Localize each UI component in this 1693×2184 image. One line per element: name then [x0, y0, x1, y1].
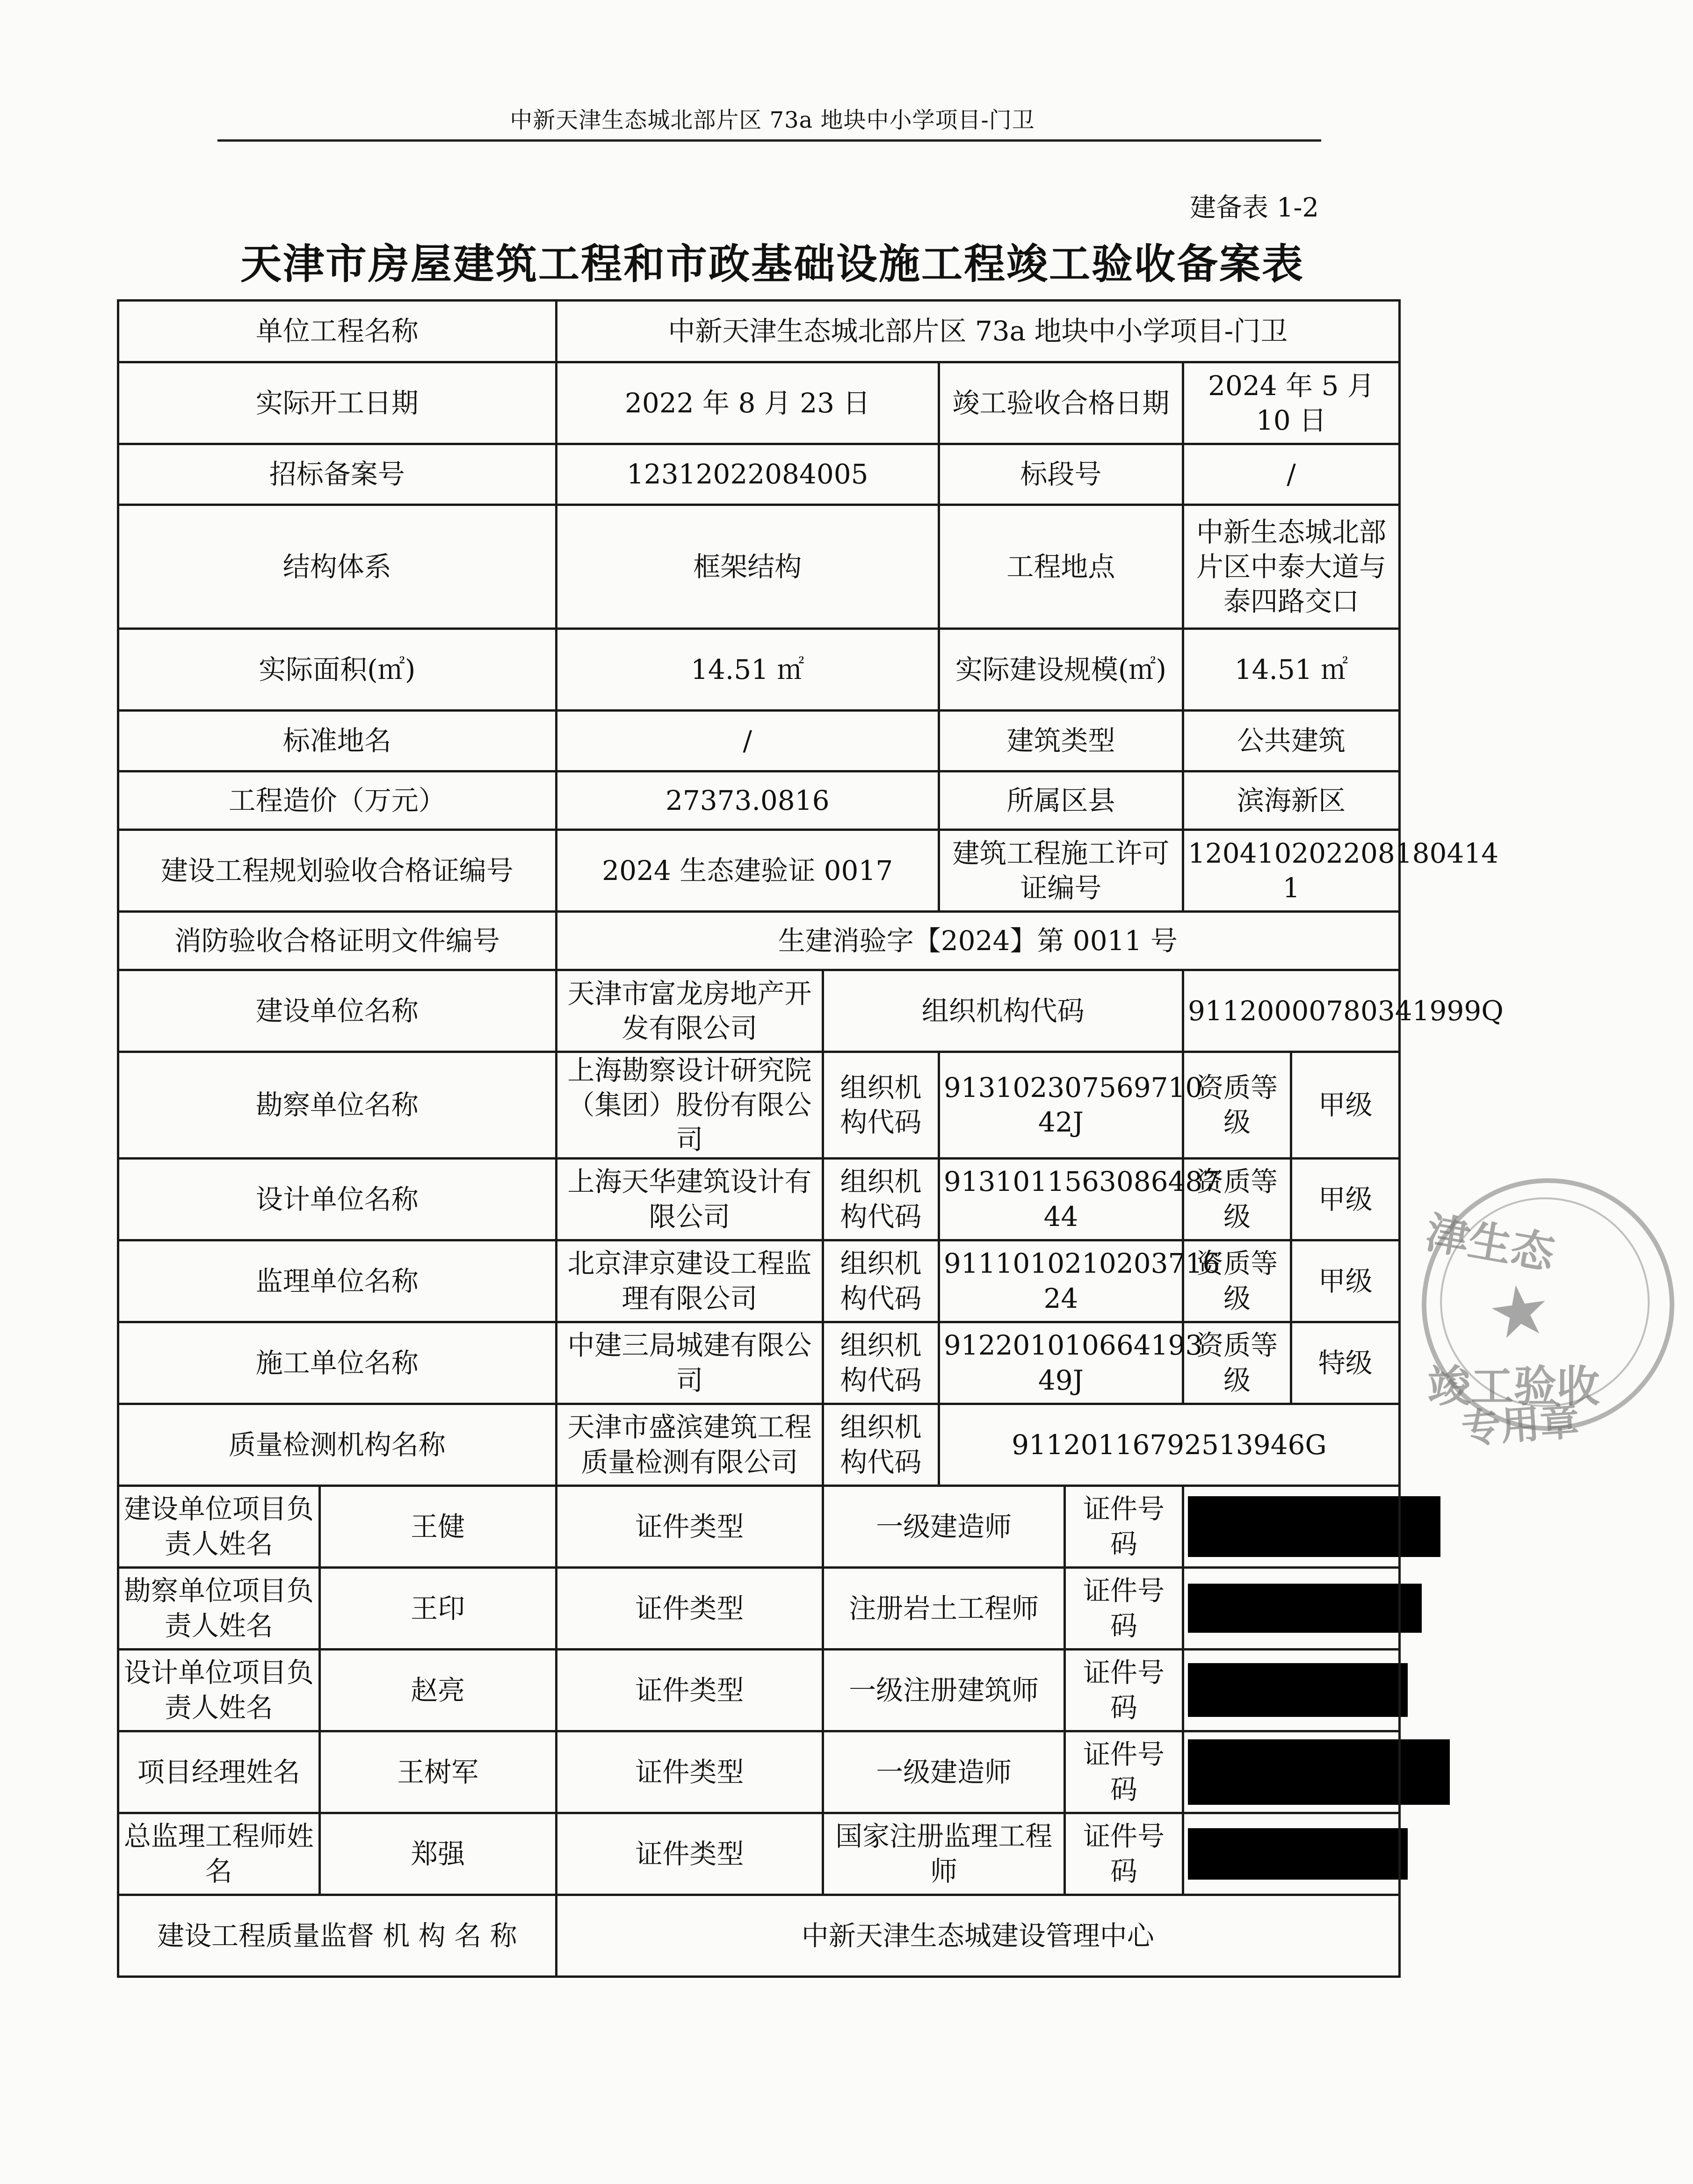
supervision-org-label: 建设工程质量监督 机 构 名 称 [118, 1895, 557, 1976]
person-row [118, 1567, 1400, 1649]
testing-org-code: 91120116792513946G [939, 1404, 1399, 1485]
cert-no-redacted [1183, 1649, 1399, 1731]
filing-form-table [117, 299, 1504, 1978]
person-name: 郑强 [319, 1813, 556, 1895]
cert-type-value: 一级建造师 [823, 1485, 1065, 1567]
person-row [118, 1731, 1400, 1813]
permit-label: 建筑工程施工许可证编号 [939, 830, 1183, 912]
cert-type-value: 一级注册建筑师 [823, 1649, 1065, 1731]
form-code: 建备表 1-2 [1190, 193, 1319, 223]
building-type-value: 公共建筑 [1183, 711, 1399, 771]
supervision-label: 监理单位名称 [118, 1240, 557, 1322]
cert-no-label: 证件号码 [1064, 1731, 1183, 1813]
supervision-org-code-label: 组织机构代码 [823, 1240, 939, 1322]
area-label: 实际面积(㎡) [118, 629, 557, 711]
unit-name-label: 单位工程名称 [118, 301, 557, 362]
district-label: 所属区县 [939, 771, 1183, 830]
design-qualification: 甲级 [1291, 1158, 1400, 1240]
seal-text-middle: 竣工验收 [1427, 1361, 1600, 1412]
cert-no-label: 证件号码 [1064, 1485, 1183, 1567]
official-seal [1405, 1162, 1691, 1452]
testing-name: 天津市盛滨建筑工程质量检测有限公司 [556, 1404, 823, 1485]
cert-type-label: 证件类型 [556, 1649, 823, 1731]
person-row [118, 1813, 1400, 1895]
cert-type-value: 国家注册监理工程师 [823, 1813, 1065, 1895]
scale-value: 14.51 ㎡ [1183, 629, 1399, 711]
redaction-block [1188, 1739, 1450, 1805]
cost-value: 27373.0816 [556, 771, 939, 830]
acceptance-date-value: 2024 年 5 月 10 日 [1183, 362, 1399, 444]
cert-type-label: 证件类型 [556, 1567, 823, 1649]
construction-name: 中建三局城建有限公司 [556, 1322, 823, 1404]
survey-label: 勘察单位名称 [118, 1052, 557, 1159]
bid-no-value: 12312022084005 [556, 444, 939, 505]
survey-org-code-label: 组织机构代码 [823, 1052, 939, 1159]
person-role: 建设单位项目负责人姓名 [118, 1485, 320, 1567]
supervision-org-code: 9111010210203716 24 [939, 1240, 1183, 1322]
construction-org-code-label: 组织机构代码 [823, 1322, 939, 1404]
section-value: / [1183, 444, 1399, 505]
area-value: 14.51 ㎡ [556, 629, 939, 711]
fire-cert-value: 生建消验字【2024】第 0011 号 [556, 912, 1399, 970]
person-name: 赵亮 [319, 1649, 556, 1731]
person-row [118, 1485, 1400, 1567]
start-date-label: 实际开工日期 [118, 362, 557, 444]
redaction-block [1188, 1496, 1440, 1557]
design-org-code-label: 组织机构代码 [823, 1158, 939, 1240]
redaction-block [1188, 1828, 1408, 1880]
person-name: 王树军 [319, 1731, 556, 1813]
seal-star-icon: ★ [1483, 1267, 1556, 1357]
cert-no-redacted [1183, 1485, 1399, 1567]
person-role: 勘察单位项目负责人姓名 [118, 1567, 320, 1649]
supervision-name: 北京津京建设工程监理有限公司 [556, 1240, 823, 1322]
construction-qualification-label: 资质等级 [1183, 1322, 1291, 1404]
testing-org-code-label: 组织机构代码 [823, 1404, 939, 1485]
section-label: 标段号 [939, 444, 1183, 505]
builder-label: 建设单位名称 [118, 970, 557, 1052]
survey-name: 上海勘察设计研究院（集团）股份有限公司 [556, 1052, 823, 1159]
cert-no-redacted [1183, 1731, 1399, 1813]
unit-name-value: 中新天津生态城北部片区 73a 地块中小学项目-门卫 [556, 301, 1399, 362]
survey-qualification: 甲级 [1291, 1052, 1400, 1159]
acceptance-date-label: 竣工验收合格日期 [939, 362, 1183, 444]
fire-cert-label: 消防验收合格证明文件编号 [118, 912, 557, 970]
cert-type-value: 一级建造师 [823, 1731, 1065, 1813]
scale-label: 实际建设规模(㎡) [939, 629, 1183, 711]
testing-label: 质量检测机构名称 [118, 1404, 557, 1485]
survey-qualification-label: 资质等级 [1183, 1052, 1291, 1159]
bid-no-label: 招标备案号 [118, 444, 557, 505]
cert-type-label: 证件类型 [556, 1731, 823, 1813]
builder-org-code-label: 组织机构代码 [823, 970, 1183, 1052]
district-value: 滨海新区 [1183, 771, 1399, 830]
cert-type-label: 证件类型 [556, 1485, 823, 1567]
construction-label: 施工单位名称 [118, 1322, 557, 1404]
seal-text-bottom: 专用章 [1460, 1398, 1581, 1452]
cert-type-label: 证件类型 [556, 1813, 823, 1895]
supervision-qualification: 甲级 [1291, 1240, 1400, 1322]
design-qualification-label: 资质等级 [1183, 1158, 1291, 1240]
builder-org-code: 91120000780341999Q [1183, 970, 1399, 1052]
person-row [118, 1649, 1400, 1731]
planning-cert-label: 建设工程规划验收合格证编号 [118, 830, 557, 912]
builder-name: 天津市富龙房地产开发有限公司 [556, 970, 823, 1052]
person-role: 总监理工程师姓名 [118, 1813, 320, 1895]
page-header: 中新天津生态城北部片区 73a 地块中小学项目-门卫 [510, 107, 1035, 133]
redaction-block [1188, 1584, 1422, 1633]
structure-label: 结构体系 [118, 505, 557, 629]
design-label: 设计单位名称 [118, 1158, 557, 1240]
structure-value: 框架结构 [556, 505, 939, 629]
supervision-org-value: 中新天津生态城建设管理中心 [556, 1895, 1399, 1976]
cost-label: 工程造价（万元） [118, 771, 557, 830]
cert-no-redacted [1183, 1567, 1399, 1649]
construction-org-code: 912201010664193 49J [939, 1322, 1183, 1404]
place-name-value: / [556, 711, 939, 771]
redaction-block [1188, 1663, 1408, 1717]
seal-text-top: 津生态 [1422, 1207, 1558, 1279]
permit-value: 120410202208180414 1 [1183, 830, 1399, 912]
cert-no-label: 证件号码 [1064, 1813, 1183, 1895]
supervision-qualification-label: 资质等级 [1183, 1240, 1291, 1322]
header-rule [217, 139, 1321, 142]
design-name: 上海天华建筑设计有限公司 [556, 1158, 823, 1240]
start-date-value: 2022 年 8 月 23 日 [556, 362, 939, 444]
person-role: 项目经理姓名 [118, 1731, 320, 1813]
design-org-code: 9131011563086487 44 [939, 1158, 1183, 1240]
construction-qualification: 特级 [1291, 1322, 1400, 1404]
cert-no-label: 证件号码 [1064, 1649, 1183, 1731]
person-name: 王健 [319, 1485, 556, 1567]
location-value: 中新生态城北部片区中泰大道与泰四路交口 [1183, 505, 1399, 629]
person-role: 设计单位项目负责人姓名 [118, 1649, 320, 1731]
cert-no-redacted [1183, 1813, 1399, 1895]
cert-no-label: 证件号码 [1064, 1567, 1183, 1649]
place-name-label: 标准地名 [118, 711, 557, 771]
location-label: 工程地点 [939, 505, 1183, 629]
document-title: 天津市房屋建筑工程和市政基础设施工程竣工验收备案表 [240, 239, 1304, 288]
survey-org-code: 913102307569710 42J [939, 1052, 1183, 1159]
cert-type-value: 注册岩土工程师 [823, 1567, 1065, 1649]
planning-cert-value: 2024 生态建验证 0017 [556, 830, 939, 912]
building-type-label: 建筑类型 [939, 711, 1183, 771]
person-name: 王印 [319, 1567, 556, 1649]
